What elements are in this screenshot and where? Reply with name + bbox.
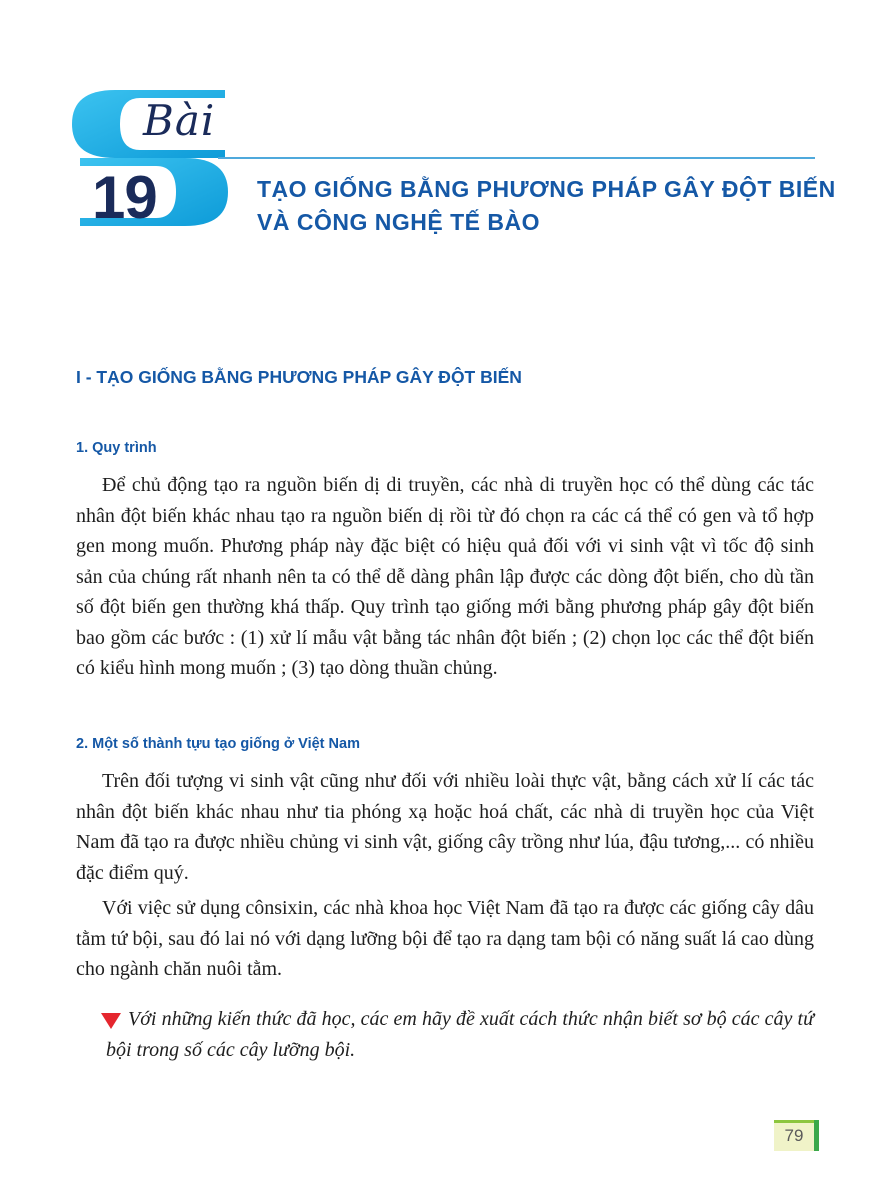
subsection-heading-achievements: 2. Một số thành tựu tạo giống ở Việt Nam [76,736,360,752]
lesson-header [0,0,892,260]
lesson-number: 19 [92,164,157,231]
header-divider [218,157,815,159]
page-number: 79 [774,1120,814,1151]
lesson-title-line-2: VÀ CÔNG NGHỆ TẾ BÀO [257,209,540,235]
page-number-bar [814,1120,819,1151]
achievements-paragraph-1: Trên đối tượng vi sinh vật cũng như đối với nhiều loài thực vật, bằng cách xử lí các tác nhân đột biến khác nhau như tia phóng xạ hoặc hoá chất, các nhà di truyền học của Việt Nam đã tạo ra được nhiều chủng vi sinh vật, giống cây trồng như lúa, đậu tương,... có nhiều đặc điểm quý. [76,770,814,884]
subsection-heading-procedure: 1. Quy trình [76,440,157,456]
section-heading: I - TẠO GIỐNG BẰNG PHƯƠNG PHÁP GÂY ĐỘT BIẾN [76,367,522,387]
lesson-label: Bài [143,96,216,145]
question-text: Với những kiến thức đã học, các em hãy đề xuất cách thức nhận biết sơ bộ các cây tứ bội trong số các cây lưỡng bội. [106,1008,814,1061]
lesson-title-line-1: TẠO GIỐNG BẰNG PHƯƠNG PHÁP GÂY ĐỘT BIẾN [257,176,836,202]
achievements-paragraph-2: Với việc sử dụng cônsixin, các nhà khoa học Việt Nam đã tạo ra được các giống cây dâu tằm tứ bội, sau đó lai nó với dạng lưỡng bội để tạo ra dạng tam bội có năng suất lá cao dùng cho ngành chăn nuôi tằm. [76,897,814,980]
procedure-paragraph: Để chủ động tạo ra nguồn biến dị di truyền, các nhà di truyền học có thể dùng các tác nhân đột biến khác nhau tạo ra nguồn biến dị rồi từ đó chọn ra các cá thể có gen và tổ hợp gen mong muốn. Phương pháp này đặc biệt có hiệu quả đối với vi sinh vật vì tốc độ sinh sản của chúng rất nhanh nên ta có thể dễ dàng phân lập được các dòng đột biến, cho dù tần số đột biến gen thường khá thấp. Quy trình tạo giống mới bằng phương pháp gây đột biến bao gồm các bước : (1) xử lí mẫu vật bằng tác nhân đột biến ; (2) chọn lọc các thể đột biến có kiểu hình mong muốn ; (3) tạo dòng thuần chủng. [76,474,814,679]
lesson-title [257,173,837,239]
